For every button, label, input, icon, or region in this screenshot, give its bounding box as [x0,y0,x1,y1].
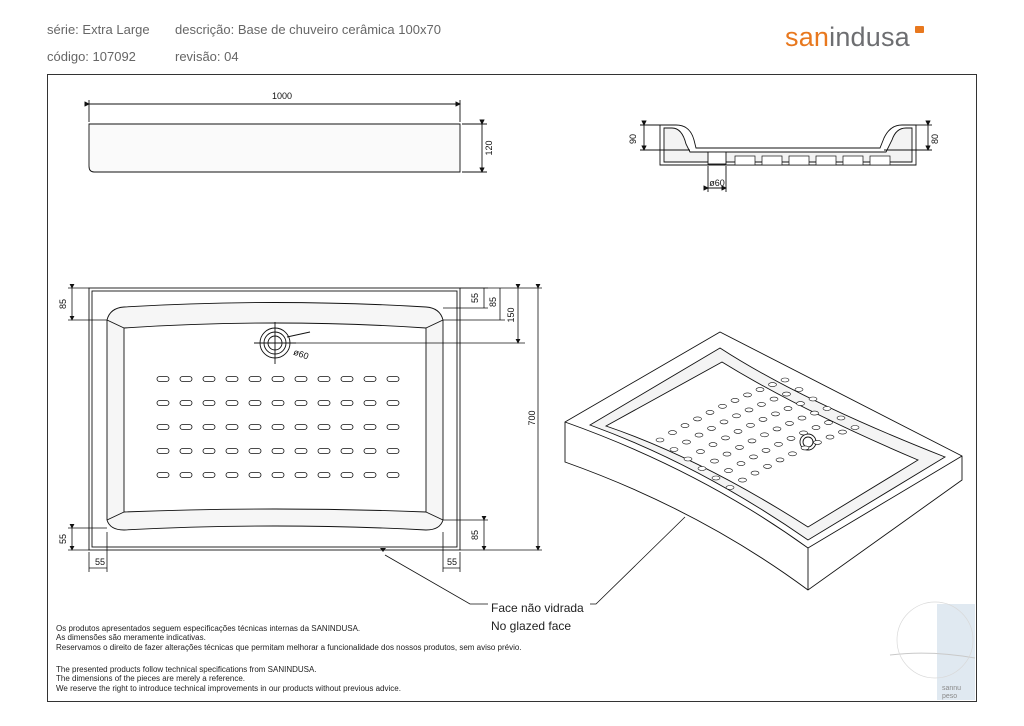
iso-slot [709,443,717,447]
iso-slot [712,476,720,480]
plan-view [89,288,460,550]
dim-top-margin: 85 [58,298,68,310]
descricao-label: descrição: Base de chuveiro cerâmica 100x70 [175,22,441,37]
iso-slot [809,397,817,401]
iso-slot [784,407,792,411]
iso-slot [694,417,702,421]
iso-slot [758,402,766,406]
footnote-en-1: The presented products follow technical specifications from SANINDUSA. [56,665,317,674]
iso-slot [776,458,784,462]
iso-slot [736,445,744,449]
iso-slot [734,429,742,433]
iso-slot [770,397,778,401]
serie-label: série: Extra Large [47,22,150,37]
watermark-graphic [890,602,975,700]
iso-slot [698,467,706,471]
iso-slot [789,452,797,456]
iso-slot [719,404,727,408]
footnote-pt-3: Reservamos o direito de fazer alterações técnicas que permitam melhorar a funcionalidade dos nossos produtos, sem aviso prévio. [56,643,522,652]
iso-slot [773,427,781,431]
iso-slot [801,446,809,450]
iso-slot [720,420,728,424]
dim-depth: 700 [527,410,537,426]
iso-slot [706,410,714,414]
dim-bottom-right: 85 [470,529,480,541]
iso-slot [708,426,716,430]
dim-bottom-left: 55 [58,533,68,545]
revisao-label: revisão: 04 [175,49,239,64]
iso-slot [839,430,847,434]
iso-slot [669,431,677,435]
iso-slot [731,398,739,402]
iso-slot [786,421,794,425]
dim-section-drain: ø60 [709,178,725,188]
iso-slot [775,442,783,446]
iso-slot [812,426,820,430]
iso-slot [748,439,756,443]
watermark-line1: sannu [942,685,962,692]
iso-slot [837,416,845,420]
isometric-view [565,332,962,590]
iso-slot [656,438,664,442]
iso-slot [751,471,759,475]
iso-slot [826,435,834,439]
dim-drain-offset: 150 [506,307,516,323]
iso-slot [851,426,859,430]
footnote-en-2: The dimensions of the pieces are merely a reference. [56,674,245,683]
iso-slot [762,448,770,452]
iso-slot [711,459,719,463]
iso-slot [744,393,752,397]
iso-slot [747,423,755,427]
iso-slot [781,378,789,382]
footnote-pt-2: As dimensões são meramente indicativas. [56,633,206,642]
footnote-pt-1: Os produtos apresentados seguem especificações técnicas internas da SANINDUSA. [56,624,361,633]
iso-slot [733,414,741,418]
iso-slot [759,417,767,421]
watermark-line2: peso [942,693,958,700]
iso-slot [795,388,803,392]
dim-top-inner: 55 [470,292,480,304]
iso-slot [811,411,819,415]
iso-slot [697,450,705,454]
iso-slot [769,383,777,387]
iso-slot [823,407,831,411]
dim-width: 1000 [271,91,293,101]
dim-side-right: 55 [446,557,458,567]
dim-top-right: 85 [488,296,498,308]
iso-slot [756,388,764,392]
iso-slot [681,424,689,428]
iso-slot [783,392,791,396]
iso-slot [725,469,733,473]
side-elevation-view [89,100,487,172]
iso-slot [670,448,678,452]
iso-slot [798,416,806,420]
iso-slot [737,462,745,466]
iso-slot [797,402,805,406]
iso-slot [745,408,753,412]
iso-slot [684,457,692,461]
logo-part-san: san [785,22,830,52]
iso-slot [683,440,691,444]
codigo-label: código: 107092 [47,49,136,64]
iso-slot [764,464,772,468]
callout-en: No glazed face [491,619,572,633]
dim-section-left: 90 [628,133,638,145]
iso-slot [800,431,808,435]
dim-side-left: 55 [94,557,106,567]
iso-slot [726,486,734,490]
iso-slot [772,412,780,416]
iso-slot [814,440,822,444]
section-view [640,125,932,192]
iso-slot [723,452,731,456]
callout-pt: Face não vidrada [491,601,584,615]
iso-slot [825,421,833,425]
iso-slot [739,478,747,482]
dim-section-right: 80 [930,133,940,145]
iso-slot [750,455,758,459]
dim-height-side: 120 [484,140,494,156]
iso-slot [761,433,769,437]
footnote-en-3: We reserve the right to introduce technical improvements in our products without previous advice. [56,684,401,693]
logo-part-indusa: indusa [829,22,910,52]
iso-slot [787,436,795,440]
iso-slot [722,436,730,440]
iso-slot [695,433,703,437]
dim-drain-diameter: ø60 [292,346,311,362]
